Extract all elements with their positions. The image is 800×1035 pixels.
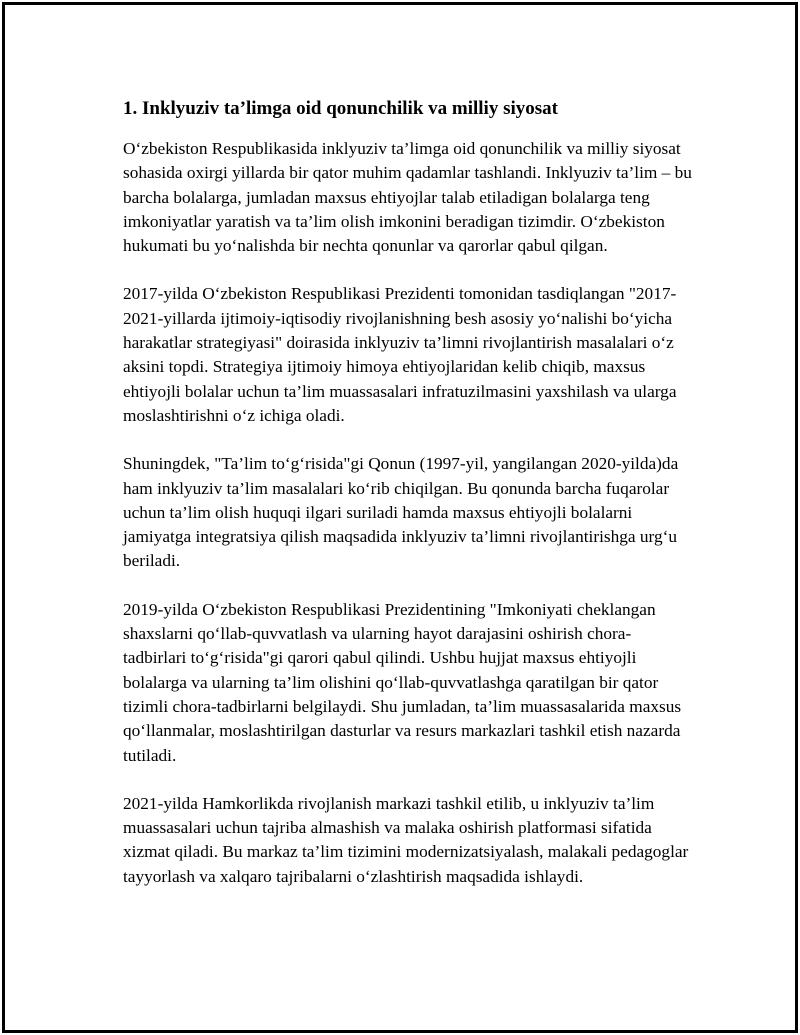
page-frame bbox=[2, 2, 798, 1033]
document-body bbox=[123, 95, 693, 913]
paragraph-4: 2019-yilda O‘zbekiston Respublikasi Prezidentining "Imkoniyati cheklangan shaxslarni qo‘llab-quvvatlash va ularning hayot darajasini oshirish chora-tadbirlari to‘g‘risida"gi qarori qabul qilindi. Ushbu hujjat maxsus ehtiyojli bolalarga va ularning ta’lim olishini qo‘llab-quvvatlashga qaratilgan bir qator tizimli chora-tadbirlarni belgilaydi. Shu jumladan, ta’lim muassasalarida maxsus qo‘llanmalar, moslashtirilgan dasturlar va resurs markazlari tashkil etish nazarda tutiladi. bbox=[123, 599, 682, 765]
paragraph-1: O‘zbekiston Respublikasida inklyuziv ta’limga oid qonunchilik va milliy siyosat sohasida oxirgi yillarda bir qator muhim qadamlar tashlandi. Inklyuziv ta’lim – bu barcha bolalarga, jumladan maxsus ehtiyojlar talab etiladigan bolalarga teng imkoniyatlar yaratish va ta’lim olish imkonini beradigan tizimdir. O‘zbekiston hukumati bu yo‘nalishda bir nechta qonunlar va qarorlar qabul qilgan. bbox=[123, 139, 692, 256]
paragraph-3: Shuningdek, "Ta’lim to‘g‘risida"gi Qonun (1997-yil, yangilangan 2020-yilda)da ham inklyuziv ta’lim masalalari ko‘rib chiqilgan. Bu qonunda barcha fuqarolar uchun ta’lim olish huquqi ilgari suriladi hamda maxsus ehtiyojli bolalarni jamiyatga integratsiya qilish maqsadida inklyuziv ta’limni rivojlantirishga urg‘u beriladi. bbox=[123, 454, 679, 571]
paragraph-5: 2021-yilda Hamkorlikda rivojlanish markazi tashkil etilib, u inklyuziv ta’lim muassasalari uchun tajriba almashish va malaka oshirish platformasi sifatida xizmat qiladi. Bu markaz ta’lim tizimini modernizatsiyalash, malakali pedagoglar tayyorlash va xalqaro tajribalarni o‘zlashtirish maqsadida ishlaydi. bbox=[123, 793, 689, 886]
paragraph-2: 2017-yilda O‘zbekiston Respublikasi Prezidenti tomonidan tasdiqlangan "2017-2021-yillarda ijtimoiy-iqtisodiy rivojlanishning besh asosiy yo‘nalishi bo‘yicha harakatlar strategiyasi" doirasida inklyuziv ta’limni rivojlantirish masalalari o‘z aksini topdi. Strategiya ijtimoiy himoya ehtiyojlaridan kelib chiqib, maxsus ehtiyojli bolalar uchun ta’lim muassasalari infratuzilmasini yaxshilash va ularga moslashtirishni o‘z ichiga oladi. bbox=[123, 284, 677, 425]
section-heading: 1. Inklyuziv ta’limga oid qonunchilik va milliy siyosat bbox=[123, 98, 558, 119]
